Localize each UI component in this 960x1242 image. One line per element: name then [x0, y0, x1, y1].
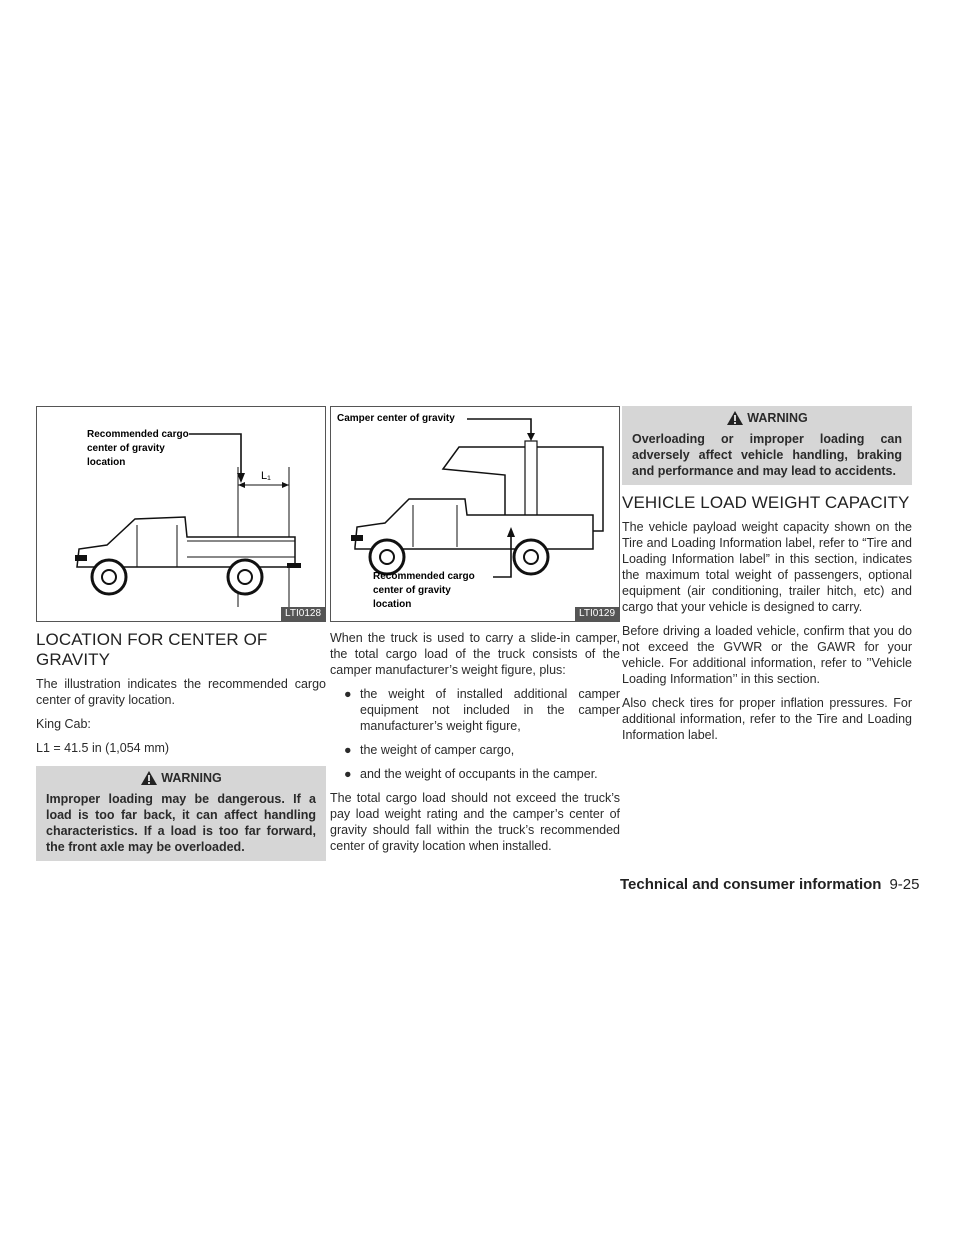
column-1: [36, 406, 326, 861]
warning-box: [36, 766, 326, 861]
section-heading: LOCATION FOR CENTER OF GRAVITY: [36, 630, 268, 669]
section-heading: VEHICLE LOAD WEIGHT CAPACITY: [622, 493, 910, 512]
fig2-top-label: Camper center of gravity: [337, 413, 455, 424]
bullet-icon: ●: [344, 743, 352, 757]
paragraph: The total cargo load should not exceed the truck’s pay load weight rating and the camper’s center of gravity should fall within the truck’s recommended center of gravity location when installed.: [330, 791, 620, 853]
fig1-label-line1: Recommended cargo: [87, 429, 189, 440]
truck-illustration: [37, 407, 325, 621]
fig1-label-line2: center of gravity: [87, 443, 165, 454]
list-item: [330, 742, 620, 758]
paragraph: When the truck is used to carry a slide-in camper, the total cargo load of the truck consists of the camper manufacturer’s weight figure, plus:: [330, 631, 620, 677]
bullet-list: [330, 686, 620, 782]
paragraph: Also check tires for proper inflation pressures. For additional information, refer to the Tire and Loading Information label.: [622, 696, 912, 742]
warning-text: Overloading or improper loading can adversely affect vehicle handling, braking and performance and may lead to accidents.: [632, 432, 902, 478]
paragraph: L1 = 41.5 in (1,054 mm): [36, 741, 170, 755]
camper-truck-illustration: [331, 407, 619, 621]
figure-cargo-center-of-gravity: [36, 406, 326, 622]
page-number: 9-25: [889, 876, 920, 893]
column-3: [622, 406, 912, 751]
fig2-bottom-line1: Recommended cargo: [373, 571, 475, 582]
warning-triangle-icon: [140, 770, 158, 786]
list-item-text: the weight of camper cargo,: [360, 743, 515, 757]
figure-id: LTI0129: [575, 607, 619, 621]
column-2: [330, 406, 620, 862]
warning-title: WARNING: [747, 411, 808, 425]
warning-box: [622, 406, 912, 485]
fig1-label-line3: location: [87, 457, 126, 468]
fig1-dim-label: L₁: [261, 470, 271, 482]
warning-triangle-icon: [726, 410, 744, 426]
paragraph: The vehicle payload weight capacity shown on the Tire and Loading Information label, refer to “Tire and Loading Information label” in this section, indicates the maximum total weight of passengers, optional equipment (air conditioning, trailer hitch, etc) and cargo that your vehicle is designed to carry.: [622, 520, 912, 614]
page-footer: [620, 876, 919, 893]
paragraph: Before driving a loaded vehicle, confirm that you do not exceed the GVWR or the GAWR for your vehicle. For additional information, refer to ’’Vehicle Loading Information’’ in this section.: [622, 624, 912, 686]
paragraph: King Cab:: [36, 717, 91, 731]
bullet-icon: ●: [344, 767, 352, 781]
warning-text: Improper loading may be dangerous. If a load is too far back, it can affect handling characteristics. If a load is too far forward, the front axle may be overloaded.: [46, 792, 316, 854]
figure-camper-center-of-gravity: [330, 406, 620, 622]
figure-id: LTI0128: [281, 607, 325, 621]
bullet-icon: ●: [344, 687, 352, 701]
warning-header: [36, 766, 326, 791]
list-item: [330, 766, 620, 782]
list-item-text: the weight of installed additional camper equipment not included in the camper manufacturer’s weight figure,: [360, 687, 620, 733]
warning-title: WARNING: [161, 771, 222, 785]
paragraph: The illustration indicates the recommended cargo center of gravity location.: [36, 677, 326, 707]
fig2-bottom-line3: location: [373, 599, 412, 610]
footer-section-title: Technical and consumer information: [620, 876, 882, 893]
fig2-bottom-line2: center of gravity: [373, 585, 451, 596]
list-item: [330, 686, 620, 734]
warning-header: [622, 406, 912, 431]
list-item-text: and the weight of occupants in the camper.: [360, 767, 598, 781]
